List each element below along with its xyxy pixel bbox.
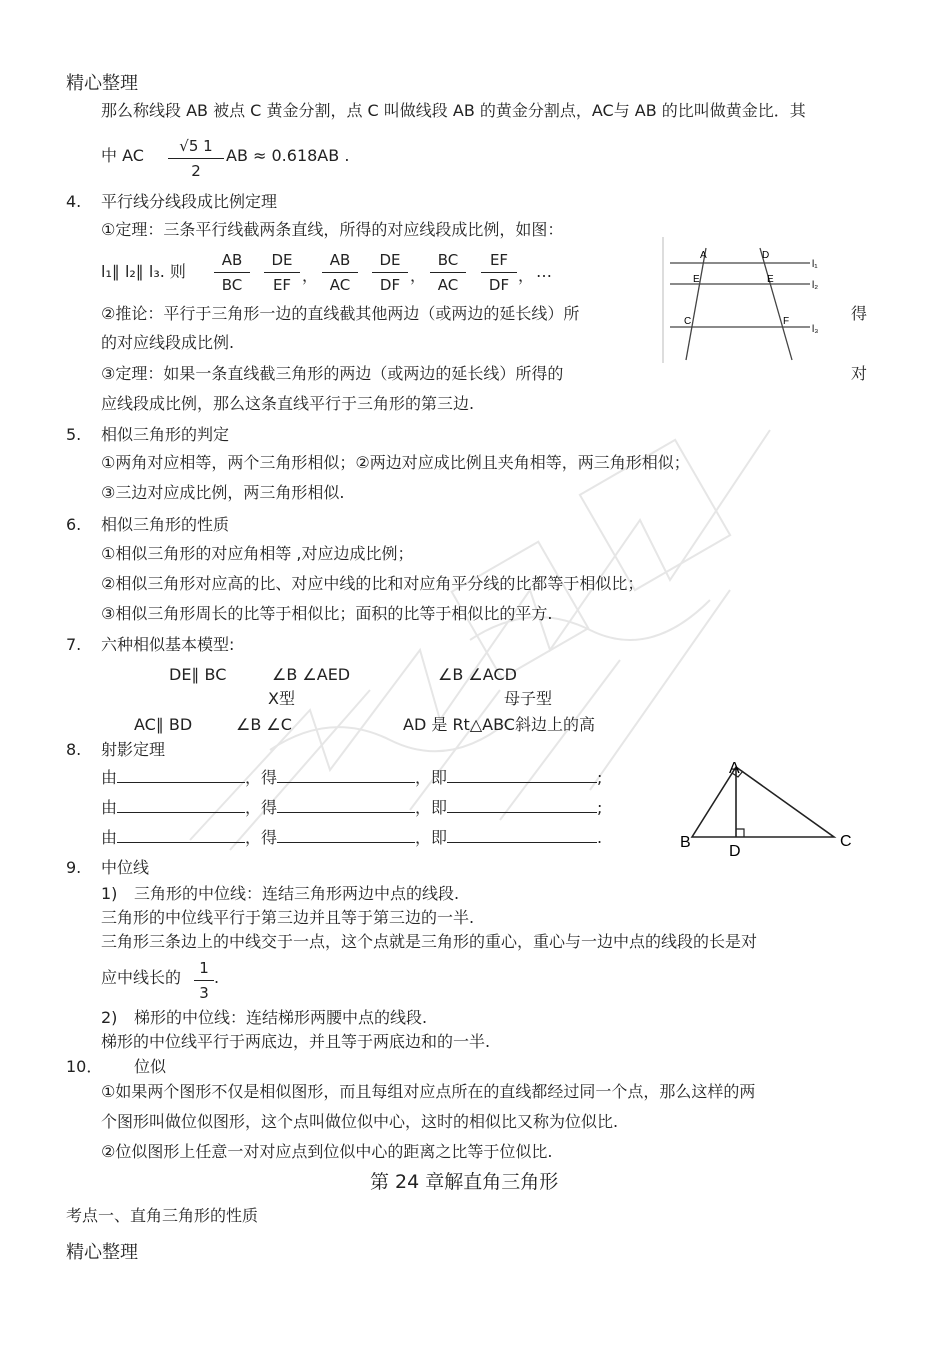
section-9-point-1: 三角形的中位线：连结三角形两边中点的线段. <box>134 884 460 903</box>
section-8-title: 射影定理 <box>101 740 166 759</box>
model-angle-acd: ∠B ∠ACD <box>438 665 517 684</box>
row-end: ; <box>597 768 603 787</box>
section-9-title: 中位线 <box>101 858 150 877</box>
model-type-x: X型 <box>268 689 295 708</box>
section-4-corollary-tail: 得 <box>851 304 868 323</box>
section-6-line-2: ②相似三角形对应高的比、对应中线的比和对应角平分线的比都等于相似比； <box>101 574 644 593</box>
model-type-mother-child: 母子型 <box>504 689 553 708</box>
fraction-denominator: AC <box>437 276 459 294</box>
projection-row <box>101 768 602 788</box>
section-9-line-6: 梯形的中位线平行于两底边，并且等于两底边和的一半. <box>101 1032 491 1051</box>
fraction-bar <box>194 980 214 981</box>
model-right-triangle-altitude: AD 是 Rt△ABC斜边上的高 <box>403 715 595 734</box>
label-you: 由 <box>101 798 118 817</box>
section-10-line-1: ①如果两个图形不仅是相似图形，而且每组对应点所在的直线都经过同一个点，那么这样的两 <box>101 1082 756 1101</box>
blank-obtain[interactable] <box>277 828 415 843</box>
label-you: 由 <box>101 828 118 847</box>
right-angle-mark-d <box>736 829 744 837</box>
blank-obtain[interactable] <box>277 798 415 813</box>
fraction-bar <box>264 272 300 273</box>
parallel-lines-figure <box>662 236 838 364</box>
row-end: ; <box>597 798 603 817</box>
fraction-bar <box>322 272 358 273</box>
right-triangle-figure <box>676 755 860 863</box>
blank-given[interactable] <box>117 828 245 843</box>
fraction-numerator: EF <box>489 251 509 269</box>
transversal-right <box>760 248 792 360</box>
section-6-line-3: ③相似三角形周长的比等于相似比；面积的比等于相似比的平方. <box>101 604 553 623</box>
golden-ratio-text: 那么称线段 AB 被点 C 黄金分割，点 C 叫做线段 AB 的黄金分割点，AC与 AB 的比叫做黄金比．其 <box>101 101 806 120</box>
section-7-number: 7. <box>66 635 82 654</box>
section-4-converse-cont: 应线段成比例，那么这条直线平行于三角形的第三边. <box>101 394 475 413</box>
golden-fraction-denominator: 2 <box>191 162 201 180</box>
proportion-fraction <box>372 250 408 295</box>
section-10-number: 10． <box>66 1057 103 1076</box>
blank-given[interactable] <box>117 768 245 783</box>
section-4-theorem: ①定理：三条平行线截两条直线，所得的对应线段成比例，如图： <box>101 220 564 239</box>
model-de-parallel-bc: DE∥ BC <box>169 665 227 684</box>
fraction-bar <box>372 272 408 273</box>
fraction-bar <box>430 272 466 273</box>
comma: ， <box>410 266 427 285</box>
page-header: 精心整理 <box>66 73 138 94</box>
fraction-bar <box>481 272 517 273</box>
vertex-label-b: B <box>680 834 691 851</box>
row-end: . <box>597 828 603 847</box>
point-label-d: D <box>762 250 770 261</box>
fraction-numerator: AB <box>221 251 243 269</box>
point-label-f: F <box>783 316 790 327</box>
point-label-c: C <box>684 316 692 327</box>
fraction-bar <box>214 272 250 273</box>
section-9-line-2: 三角形的中位线平行于第三边并且等于第三边的一半. <box>101 908 475 927</box>
proportion-fraction <box>481 250 517 295</box>
label-ji: ，即 <box>415 798 448 817</box>
point-label-e-left: E <box>693 274 700 285</box>
proportion-fraction <box>214 250 250 295</box>
chapter-title: 第 24 章解直角三角形 <box>370 1171 559 1193</box>
section-4-converse-tail: 对 <box>851 364 868 383</box>
vertex-label-a: A <box>729 760 740 777</box>
label-you: 由 <box>101 768 118 787</box>
blank-result[interactable] <box>447 828 597 843</box>
section-7-title: 六种相似基本模型: <box>101 635 235 654</box>
fraction-denominator: 3 <box>199 984 209 1002</box>
fraction-bar <box>168 158 224 159</box>
fraction-denominator: AC <box>329 276 351 294</box>
proportion-fraction <box>264 250 300 295</box>
blank-obtain[interactable] <box>277 768 415 783</box>
comma: ， <box>518 266 535 285</box>
fraction-numerator: BC <box>437 251 459 269</box>
section-10-line-3: ②位似图形上任意一对对应点到位似中心的距离之比等于位似比. <box>101 1142 553 1161</box>
line-label-l2: l₂ <box>812 280 819 291</box>
section-4-parallel-prefix: l₁∥ l₂∥ l₃. 则 <box>101 262 186 281</box>
page-footer: 精心整理 <box>66 1242 138 1263</box>
fraction-denominator: BC <box>221 276 243 294</box>
fraction-numerator: DE <box>271 251 293 269</box>
fraction-denominator: DF <box>488 276 510 294</box>
section-10-line-2: 个图形叫做位似图形，这个点叫做位似中心，这时的相似比又称为位似比. <box>101 1112 619 1131</box>
section-4-number: 4. <box>66 192 82 211</box>
chapter-point-1: 考点一、直角三角形的性质 <box>66 1206 259 1225</box>
fraction-numerator: 1 <box>199 959 209 977</box>
fraction-denominator: DF <box>379 276 401 294</box>
label-de: ，得 <box>245 828 278 847</box>
section-9-line-4-end: . <box>214 968 220 987</box>
section-4-corollary-cont: 的对应线段成比例. <box>101 333 235 352</box>
section-9-point-1-number: 1) <box>101 884 118 903</box>
blank-result[interactable] <box>447 798 597 813</box>
section-5-number: 5. <box>66 425 82 444</box>
section-8-number: 8. <box>66 740 82 759</box>
golden-fraction-numerator: √5 1 <box>179 137 213 155</box>
golden-fraction <box>168 136 224 181</box>
point-label-e-right: E <box>767 274 774 285</box>
section-6-line-1: ①相似三角形的对应角相等 ,对应边成比例； <box>101 544 414 563</box>
section-9-number: 9. <box>66 858 82 877</box>
section-6-number: 6. <box>66 515 82 534</box>
section-9-point-2: 梯形的中位线：连结梯形两腰中点的线段. <box>134 1008 428 1027</box>
blank-result[interactable] <box>447 768 597 783</box>
fraction-numerator: AB <box>329 251 351 269</box>
fraction-numerator: DE <box>379 251 401 269</box>
proportion-fraction <box>430 250 466 295</box>
fraction-denominator: EF <box>272 276 292 294</box>
projection-row <box>101 828 602 848</box>
point-label-a: A <box>700 250 707 261</box>
vertex-label-d: D <box>729 843 741 860</box>
section-10-title: 位似 <box>134 1057 167 1076</box>
label-de: ，得 <box>245 768 278 787</box>
section-5-line-1: ①两角对应相等，两个三角形相似；②两边对应成比例且夹角相等，两三角形相似； <box>101 453 690 472</box>
label-ji: ，即 <box>415 768 448 787</box>
model-angle-aed: ∠B ∠AED <box>272 665 351 684</box>
projection-row <box>101 798 602 818</box>
transversal-left <box>686 248 706 360</box>
section-4-converse: ③定理：如果一条直线截三角形的两边（或两边的延长线）所得的 <box>101 364 564 383</box>
ellipsis: … <box>536 262 552 281</box>
golden-ratio-prefix: 中 AC <box>101 146 144 165</box>
section-5-line-2: ③三边对应成比例，两三角形相似. <box>101 483 345 502</box>
triangle-abc <box>692 767 834 837</box>
section-9-point-2-number: 2) <box>101 1008 118 1027</box>
line-label-l1: l₁ <box>812 259 818 270</box>
model-angle-c: ∠B ∠C <box>236 715 292 734</box>
golden-ratio-suffix: AB ≈ 0.618AB . <box>226 146 350 165</box>
model-ac-parallel-bd: AC∥ BD <box>134 715 193 734</box>
label-ji: ，即 <box>415 828 448 847</box>
section-5-title: 相似三角形的判定 <box>101 425 230 444</box>
section-4-corollary: ②推论：平行于三角形一边的直线截其他两边（或两边的延长线）所 <box>101 304 580 323</box>
line-label-l3: l₃ <box>812 324 819 335</box>
one-third-fraction <box>194 958 214 1003</box>
blank-given[interactable] <box>117 798 245 813</box>
label-de: ，得 <box>245 798 278 817</box>
section-9-line-4: 应中线长的 <box>101 968 182 987</box>
section-4-title: 平行线分线段成比例定理 <box>101 192 278 211</box>
proportion-fraction <box>322 250 358 295</box>
section-9-line-3: 三角形三条边上的中线交于一点，这个点就是三角形的重心，重心与一边中点的线段的长是对 <box>101 932 758 951</box>
section-6-title: 相似三角形的性质 <box>101 515 230 534</box>
comma: ， <box>302 266 319 285</box>
vertex-label-c: C <box>840 833 852 850</box>
